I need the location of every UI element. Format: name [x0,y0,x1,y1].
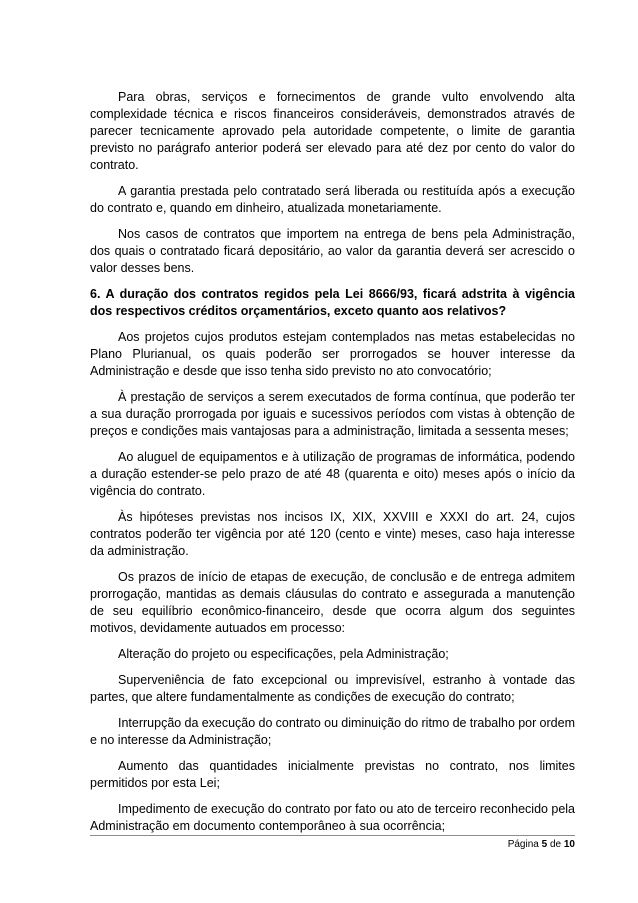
text-line: complexidade técnica e riscos financeiros consideráveis, demonstrados através de [90,107,575,121]
text-line: de seu equilíbrio econômico-financeiro, desde que ocorra algum dos seguintes [90,604,575,618]
text-line: da administração. [90,544,189,558]
paragraph [90,183,575,217]
text-line: Nos casos de contratos que importem na entrega de bens pela Administração, [118,227,575,241]
text-line: Alteração do projeto ou especificações, pela Administração; [118,647,449,661]
text-line: prorrogação, mantidas as demais cláusulas do contrato e assegurada a manutenção [90,587,575,601]
paragraph [90,758,575,792]
paragraph [90,389,575,440]
text-line: dos quais o contratado ficará depositário, ao valor da garantia deverá ser acrescido o [90,244,575,258]
current-page-number: 5 [541,839,548,850]
text-line: Administração e desde que isso tenha sido previsto no ato convocatório; [90,364,492,378]
footer-divider [90,835,575,836]
text-line: a sua duração prorrogada por iguais e sucessivos períodos com vistas à obtenção de [90,407,575,421]
text-line: Interrupção da execução do contrato ou diminuição do ritmo de trabalho por ordem [118,716,575,730]
page-label: Página [507,839,539,850]
text-line: a duração estender-se pelo prazo de até 48 (quarenta e oito) meses após o início da [90,467,575,481]
text-line: motivos, devidamente autuados em processo: [90,621,345,635]
text-line: Aos projetos cujos produtos estejam contemplados nas metas estabelecidas no [118,330,575,344]
paragraph [90,715,575,749]
paragraph [90,672,575,706]
text-line: valor desses bens. [90,261,195,275]
text-line: Administração em documento contemporâneo à sua ocorrência; [90,819,446,833]
text-line: previsto no parágrafo anterior poderá ser elevado para até dez por cento do valor do [90,141,575,155]
paragraph [90,646,575,663]
text-line: parecer tecnicamente aprovado pela autoridade competente, o limite de garantia [90,124,575,138]
text-line: Às hipóteses previstas nos incisos IX, XIX, XXVIII e XXXI do art. 24, cujos [118,510,575,524]
paragraph [90,509,575,560]
text-line: Impedimento de execução do contrato por fato ou ato de terceiro reconhecido pela [118,802,575,816]
paragraph [90,449,575,500]
paragraph [90,226,575,277]
text-line: e no interesse da Administração; [90,733,272,747]
text-line: Ao aluguel de equipamentos e à utilização de programas de informática, podendo [118,450,575,464]
paragraph [90,569,575,637]
heading-line: 6. A duração dos contratos regidos pela Lei 8666/93, ficará adstrita à vigência [90,287,575,301]
text-line: Plano Plurianual, os quais poderão ser prorrogados se houver interesse da [90,347,575,361]
text-line: A garantia prestada pelo contratado será liberada ou restituída após a execução [118,184,575,198]
section-heading [90,286,575,320]
text-line: À prestação de serviços a serem executados de forma contínua, que poderão ter [118,390,575,404]
paragraph [90,89,575,174]
text-line: Os prazos de início de etapas de execução, de conclusão e de entrega admitem [118,570,575,584]
text-line: vigência do contrato. [90,484,206,498]
text-line: do contrato e, quando em dinheiro, atualizada monetariamente. [90,201,442,215]
text-line: Para obras, serviços e fornecimentos de grande vulto envolvendo alta [118,90,575,104]
page-of-label: de [549,839,562,850]
text-line: permitidos por esta Lei; [90,776,220,790]
paragraph [90,329,575,380]
text-line: Aumento das quantidades inicialmente previstas no contrato, nos limites [118,759,575,773]
text-line: Superveniência de fato excepcional ou imprevisível, estranho à vontade das [118,673,575,687]
text-line: contrato. [90,158,139,172]
paragraph [90,801,575,835]
total-pages-number: 10 [563,839,575,850]
page-number-footer [508,839,575,851]
text-line: contratos poderão ter vigência por até 120 (cento e vinte) meses, caso haja interesse [90,527,575,541]
text-line: partes, que altere fundamentalmente as condições de execução do contrato; [90,690,515,704]
text-line: preços e condições mais vantajosas para a administração, limitada a sessenta meses; [90,424,569,438]
heading-line: dos respectivos créditos orçamentários, exceto quanto aos relativos? [90,304,507,318]
document-body [90,89,575,844]
